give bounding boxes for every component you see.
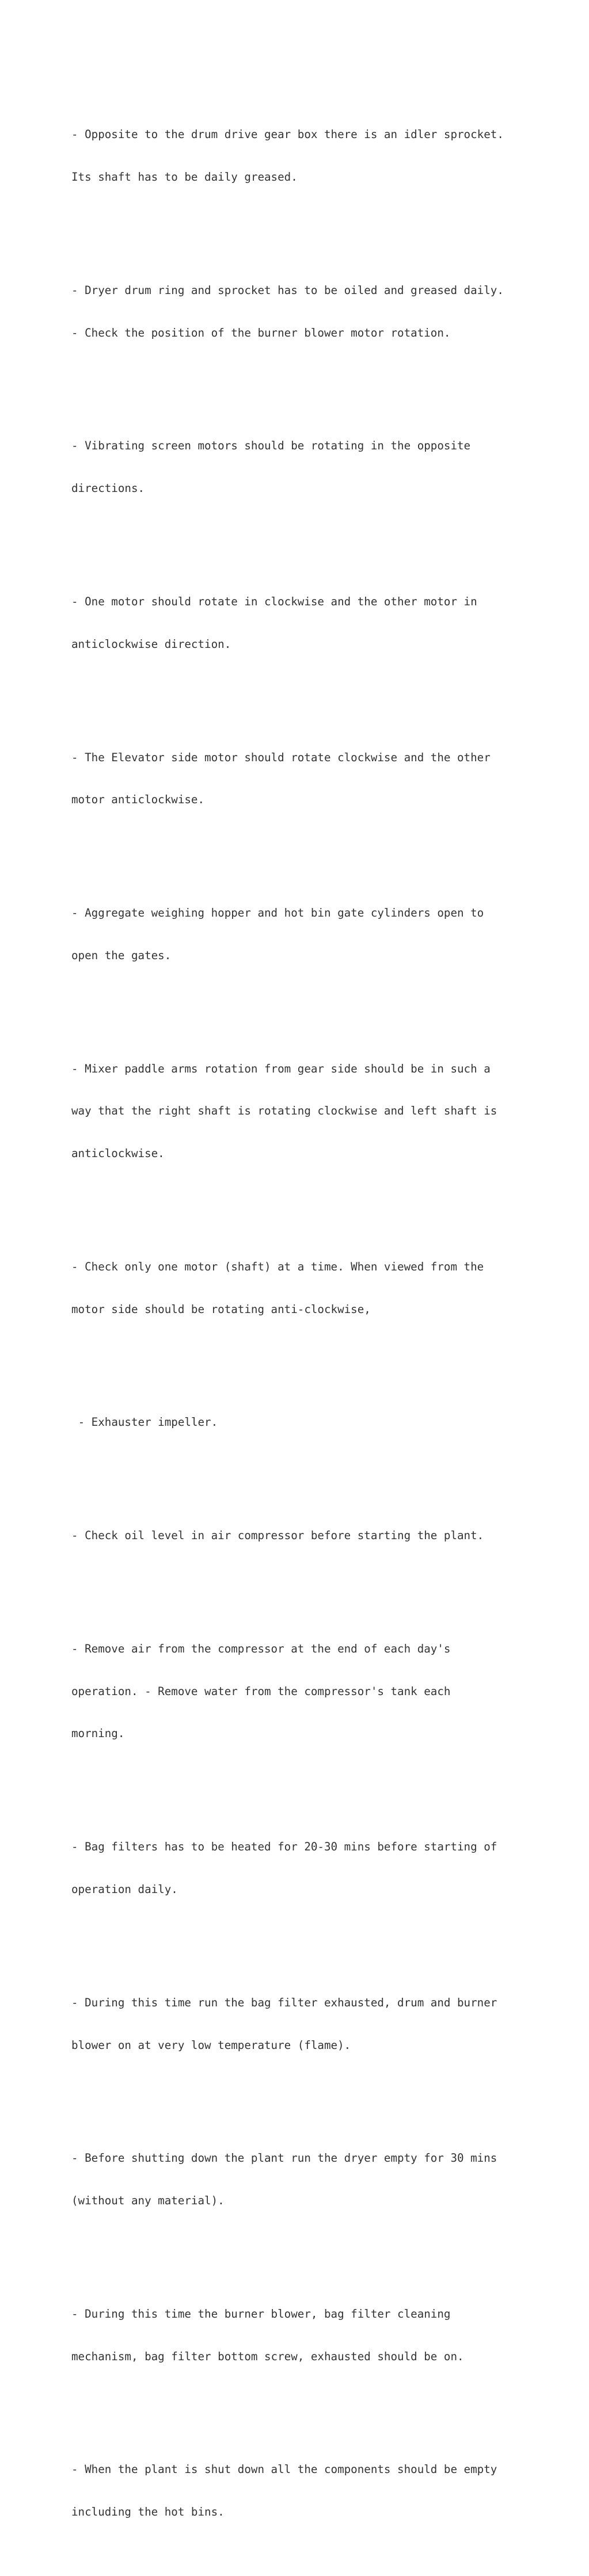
paragraph-elevator-motor <box>71 722 532 835</box>
text-line: operation daily. <box>71 1883 178 1896</box>
text-line: - Check the position of the burner blower motor rotation. <box>71 326 451 339</box>
document-body <box>71 71 532 2576</box>
text-line: mechanism, bag filter bottom screw, exhausted should be on. <box>71 2349 464 2363</box>
paragraph-before-shutdown <box>71 2123 532 2237</box>
text-line: - During this time run the bag filter exhausted, drum and burner <box>71 1995 497 2009</box>
text-line: - Before shutting down the plant run the dryer empty for 30 mins <box>71 2151 497 2165</box>
paragraph-mixer-paddle <box>71 1033 532 1189</box>
paragraph-oil-level <box>71 1501 532 1571</box>
paragraph-weighing-hopper <box>71 878 532 991</box>
paragraph-during-shutdown <box>71 2279 532 2392</box>
text-line: Its shaft has to be daily greased. <box>71 170 298 184</box>
text-line: operation. - Remove water from the compressor's tank each <box>71 1684 451 1698</box>
text-line: (without any material). <box>71 2194 225 2208</box>
text-line: - One motor should rotate in clockwise and the other motor in <box>71 594 477 608</box>
text-line: - Aggregate weighing hopper and hot bin gate cylinders open to <box>71 906 484 920</box>
text-line: - Opposite to the drum drive gear box there is an idler sprocket. <box>71 128 504 142</box>
text-line: - Bag filters has to be heated for 20-30 mins before starting of <box>71 1840 497 1854</box>
text-line: open the gates. <box>71 948 172 962</box>
paragraph-idler-sprocket <box>71 100 532 213</box>
text-line: - Exhauster impeller. <box>71 1415 218 1429</box>
paragraph-exhauster <box>71 1387 532 1458</box>
paragraph-remove-air <box>71 1614 532 1770</box>
paragraph-motor-rotation <box>71 567 532 680</box>
text-line: directions. <box>71 482 145 495</box>
text-line: anticlockwise. <box>71 1147 165 1161</box>
text-line: - Dryer drum ring and sprocket has to be oiled and greased daily. <box>71 283 504 297</box>
paragraph-during-heating <box>71 1968 532 2081</box>
text-line: motor side should be rotating anti-clockwise, <box>71 1302 371 1316</box>
text-line: - Remove air from the compressor at the end of each day's <box>71 1642 451 1655</box>
text-line: - Mixer paddle arms rotation from gear side should be in such a <box>71 1062 491 1075</box>
text-line: including the hot bins. <box>71 2505 225 2519</box>
paragraph-plant-shut-down <box>71 2434 532 2548</box>
paragraph-check-motor <box>71 1232 532 1345</box>
text-line: motor anticlockwise. <box>71 793 205 807</box>
text-line: - Check oil level in air compressor before starting the plant. <box>71 1529 484 1543</box>
text-line: - The Elevator side motor should rotate clockwise and the other <box>71 750 491 764</box>
text-line: way that the right shaft is rotating clockwise and left shaft is <box>71 1104 497 1118</box>
paragraph-dryer-drum <box>71 255 532 369</box>
text-line: blower on at very low temperature (flame). <box>71 2038 351 2052</box>
text-line: morning. <box>71 1727 125 1741</box>
text-line: - When the plant is shut down all the components should be empty <box>71 2463 497 2476</box>
text-line: - Vibrating screen motors should be rotating in the opposite <box>71 439 471 453</box>
paragraph-vibrating-screen <box>71 411 532 524</box>
paragraph-bag-filters <box>71 1812 532 1925</box>
text-line: anticlockwise direction. <box>71 637 231 651</box>
text-line: - Check only one motor (shaft) at a time. When viewed from the <box>71 1260 484 1273</box>
text-line: - During this time the burner blower, bag filter cleaning <box>71 2307 451 2321</box>
